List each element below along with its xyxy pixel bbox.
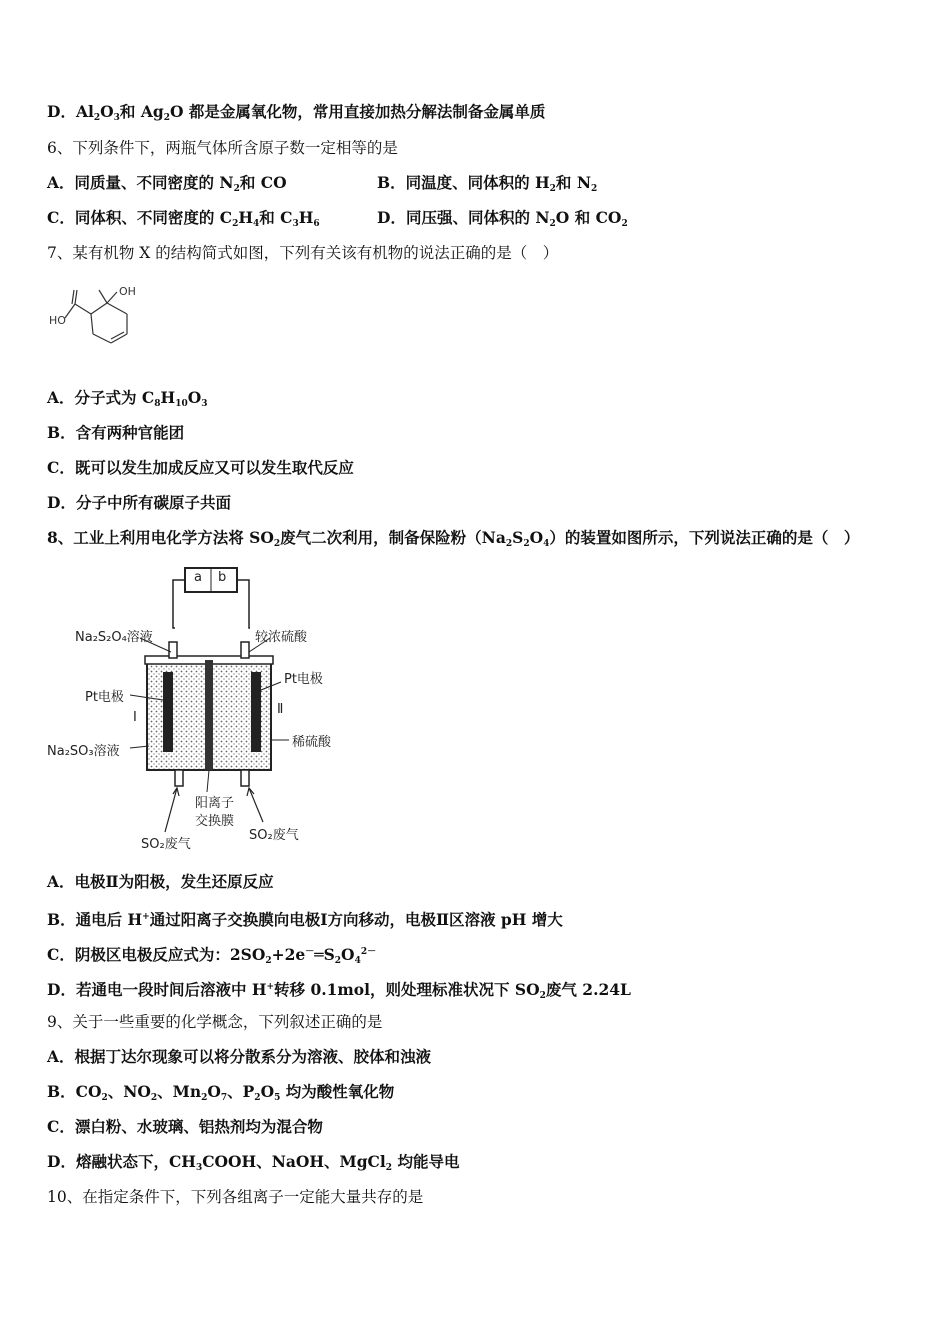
question-9: 9、关于一些重要的化学概念，下列叙述正确的是 bbox=[47, 1013, 383, 1031]
q8-option-a: A．电极Ⅱ为阳极，发生还原反应 bbox=[47, 872, 274, 891]
na2so3-label: Na₂SO₃溶液 bbox=[47, 744, 120, 759]
q7-option-a: A．分子式为 $C_8H_{10}O_3$ bbox=[47, 388, 208, 409]
question-8: 8、工业上利用电化学方法将 $SO_2$废气二次利用，制备保险粉$(Na_2S_2O_4)$的装置如图所示，下列说法正确的是（ ） bbox=[47, 528, 860, 549]
q9-option-b: B．$CO_2$、$NO_2$、$Mn_2O_7$、$P_2O_5$ 均为酸性氧化物 bbox=[47, 1082, 395, 1103]
pt-electrode-right-label: Pt电极 bbox=[284, 672, 323, 687]
q9-option-a: A．根据丁达尔现象可以将分散系分为溶液、胶体和浊液 bbox=[47, 1047, 432, 1066]
q8-option-b: B．通电后 H+通过阳离子交换膜向电极Ⅰ方向移动，电极Ⅱ区溶液 pH 增大 bbox=[47, 910, 563, 929]
q9-option-d: D．熔融状态下，$CH_3COOH$、NaOH、MgCl$_2$ 均能导电 bbox=[47, 1152, 460, 1173]
electrode-ii-label: Ⅱ bbox=[277, 702, 284, 717]
pt-electrode-left-label: Pt电极 bbox=[85, 690, 124, 705]
membrane-label-2: 交换膜 bbox=[195, 814, 235, 829]
membrane-label-1: 阳离子 bbox=[195, 796, 235, 811]
so2-waste-right-label: SO₂废气 bbox=[249, 828, 299, 843]
ho-label: HO bbox=[49, 314, 66, 327]
question-7: 7、某有机物 X 的结构简式如图，下列有关该有机物的说法正确的是（ ） bbox=[47, 244, 559, 262]
q9-option-c: C．漂白粉、水玻璃、铝热剂均为混合物 bbox=[47, 1117, 323, 1136]
q8-option-d: D．若通电一段时间后溶液中 H+转移 0.1mol，则处理标准状况下 $SO_2$废气 2.24L bbox=[47, 980, 631, 1001]
q7-option-c: C．既可以发生加成反应又可以发生取代反应 bbox=[47, 458, 354, 477]
meter-b-label: b bbox=[218, 570, 227, 585]
q7-option-d: D．分子中所有碳原子共面 bbox=[47, 493, 231, 512]
question-10: 10、在指定条件下，下列各组离子一定能大量共存的是 bbox=[47, 1188, 424, 1206]
na2s2o4-label: Na₂S₂O₄溶液 bbox=[75, 630, 153, 645]
q6-option-d: D．同压强、同体积的 $N_2O$ 和 $CO_2$ bbox=[377, 208, 628, 229]
molecule-structure bbox=[45, 278, 155, 350]
conc-acid-label: 较浓硫酸 bbox=[255, 630, 308, 645]
q7-option-b: B．含有两种官能团 bbox=[47, 423, 185, 442]
so2-waste-left-label: SO₂废气 bbox=[141, 837, 191, 852]
dilute-acid-label: 稀硫酸 bbox=[292, 735, 332, 750]
electrode-i-label: Ⅰ bbox=[133, 710, 137, 725]
question-6: 6、下列条件下，两瓶气体所含原子数一定相等的是 bbox=[47, 139, 398, 157]
q6-option-a: A．同质量、不同密度的 $N_2$和 CO bbox=[47, 173, 287, 194]
meter-a-label: a bbox=[194, 570, 202, 585]
oh-label: OH bbox=[119, 285, 136, 298]
q6-option-b: B．同温度、同体积的 $H_2$和 $N_2$ bbox=[377, 173, 598, 194]
electrolysis-cell-diagram bbox=[45, 560, 355, 855]
q8-option-c: C．阴极区电极反应式为：$2SO_2+2e^-═S_2O_4^{2-}$ bbox=[47, 945, 377, 966]
q6-option-c: C．同体积、不同密度的 $C_2H_4$和 $C_3H_6$ bbox=[47, 208, 320, 229]
option-d-prev: D．$Al_2O_3$和 $Ag_2O$ 都是金属氧化物，常用直接加热分解法制备金属单质 bbox=[47, 102, 546, 123]
